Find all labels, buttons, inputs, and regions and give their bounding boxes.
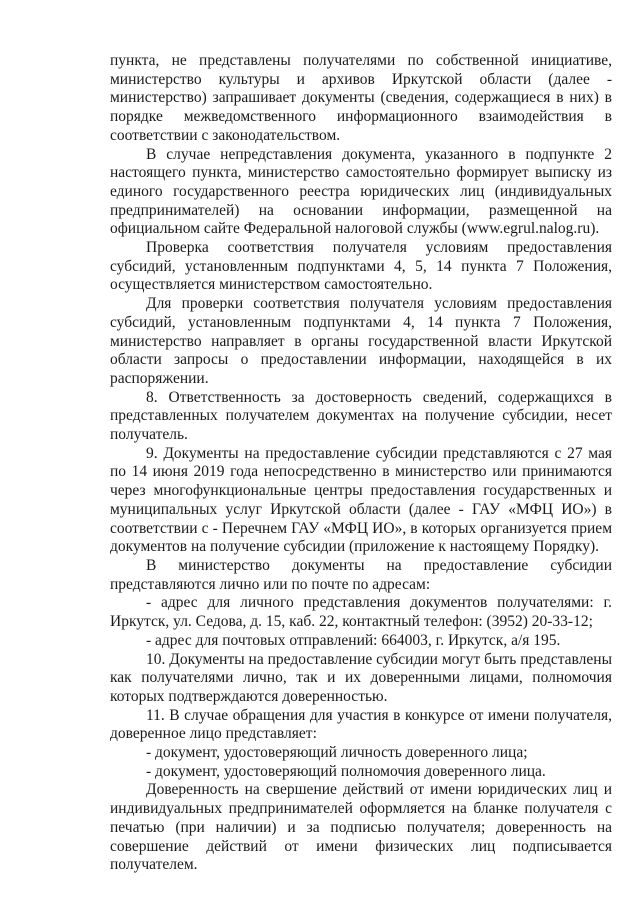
paragraph-4: Для проверки соответствия получателя условиям предоставления субсидий, установленным подпунктами 4, 14 пункта 7 Положения, министерство направляет в органы государственной власти Иркутской области запросы о предоставлении информации, находящейся в их распоряжении.: [110, 295, 612, 387]
paragraph-8: - адрес для личного представления документов получателями: г. Иркутск, ул. Седова, д. 15, каб. 22, контактный телефон: (3952) 20-33-12;: [110, 594, 612, 631]
paragraph-11: 11. В случае обращения для участия в конкурсе от имени получателя, доверенное лицо представляет:: [110, 706, 612, 743]
paragraph-7: В министерство документы на предоставление субсидии представляются лично или по почте по адресам:: [110, 556, 612, 593]
paragraph-2: В случае непредставления документа, указанного в подпункте 2 настоящего пункта, министерство самостоятельно формирует выписку из единого государственного реестра юридических лиц (индивидуальных предпринимателей) на основании информации, размещенной на официальном сайте Федеральной налоговой службы (www.egrul.nalog.ru).: [110, 145, 612, 238]
paragraph-1: пункта, не представлены получателями по собственной инициативе, министерство культуры и архивов Иркутской области (далее - министерство) запрашивает документы (сведения, содержащиеся в них) в порядке межведомственного информационного взаимодействия в соответствии с законодательством.: [110, 52, 612, 144]
paragraph-9: - адрес для почтовых отправлений: 664003, г. Иркутск, а/я 195.: [146, 631, 561, 649]
paragraph-6: 9. Документы на предоставление субсидии представляются с 27 мая по 14 июня 2019 года непосредственно в министерство или принимаются через многофункциональные центры предоставления государственных и муниципальных услуг Иркутской области (далее - ГАУ «МФЦ ИО») в соответствии с - Перечнем ГАУ «МФЦ ИО», в которых организуется прием документов на получение субсидии (приложение к настоящему Порядку).: [110, 444, 612, 556]
paragraph-12: - документ, удостоверяющий личность доверенного лица;: [146, 744, 528, 762]
paragraph-13: - документ, удостоверяющий полномочия доверенного лица.: [146, 762, 546, 780]
paragraph-10: 10. Документы на предоставление субсидии могут быть представлены как получателями лично, так и их доверенными лицами, полномочия которых подтверждаются доверенностью.: [110, 650, 612, 705]
paragraph-14: Доверенность на свершение действий от имени юридических лиц и индивидуальных предпринимателей оформляется на бланке получателя с печатью (при наличии) и за подписью получателя; доверенность на совершение действий от имени физических лиц подписывается получателем.: [110, 781, 612, 874]
paragraph-5: 8. Ответственность за достоверность сведений, содержащихся в представленных получателем документах на получение субсидии, несет получатель.: [110, 388, 612, 444]
paragraph-3: Проверка соответствия получателя условиям предоставления субсидий, установленным подпунктами 4, 5, 14 пункта 7 Положения, осуществляется министерством самостоятельно.: [110, 239, 612, 294]
